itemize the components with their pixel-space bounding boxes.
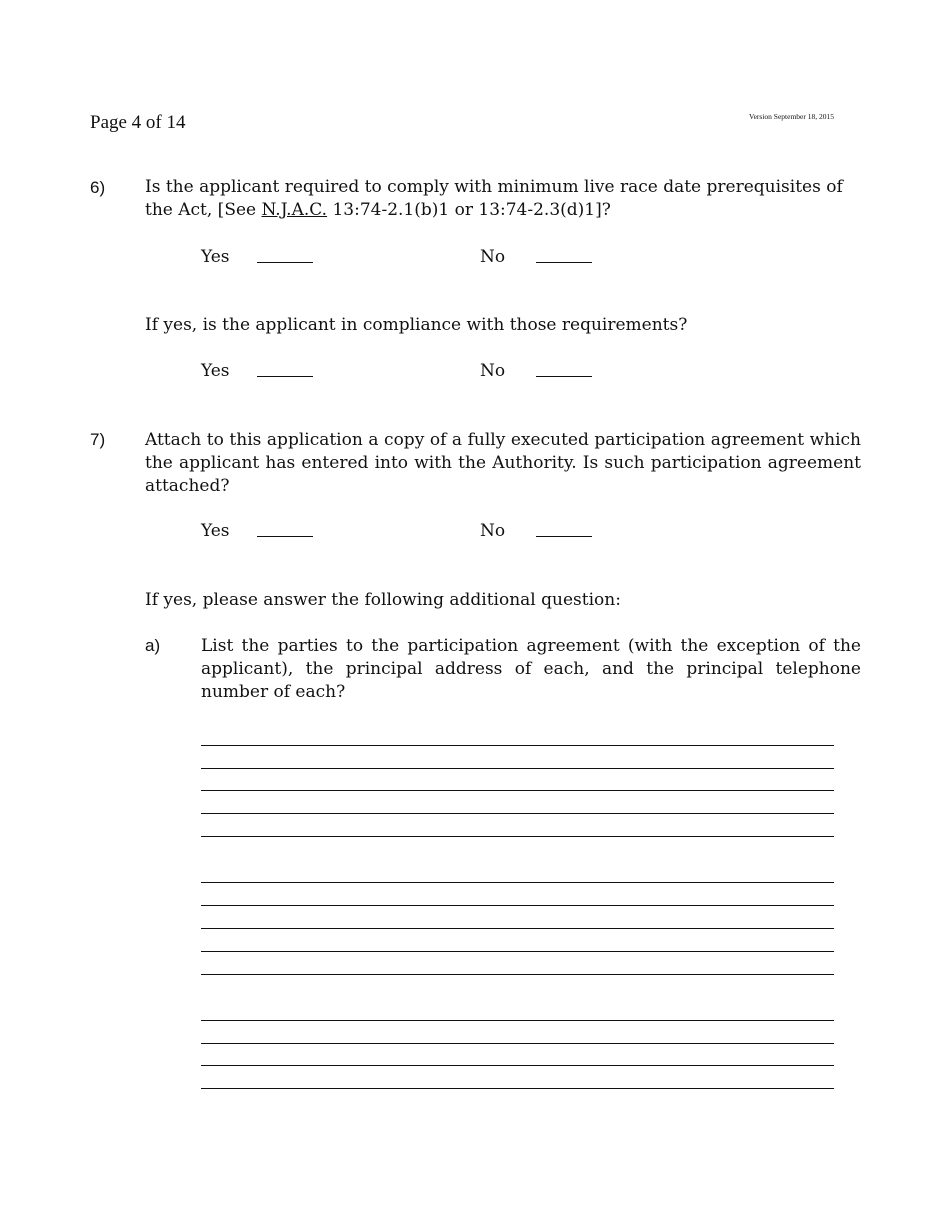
q6-yes-blank[interactable] (257, 248, 313, 267)
answer-line[interactable] (201, 882, 834, 883)
q6-followup-no-blank[interactable] (536, 362, 592, 381)
question-6-text (145, 176, 861, 222)
q7-followup-text: If yes, please answer the following additional question: (145, 590, 621, 610)
njac-citation: N.J.A.C. (261, 200, 328, 220)
answer-line[interactable] (201, 813, 834, 814)
q6-no-label: No (480, 247, 506, 267)
question-7-text: Attach to this application a copy of a fully executed participation agreement which the applicant has entered into with the Authority. Is such participation agreement attached? (145, 430, 861, 496)
version-date: Version September 18, 2015 (749, 112, 834, 121)
answer-line[interactable] (201, 905, 834, 906)
q7-yes-blank[interactable] (257, 522, 313, 541)
answer-line[interactable] (201, 928, 834, 929)
answer-line[interactable] (201, 1088, 834, 1089)
page-number: Page 4 of 14 (90, 112, 186, 133)
q6-followup-text: If yes, is the applicant in compliance with those requirements? (145, 315, 688, 335)
question-6-text-post: 13:74-2.1(b)1 or 13:74-2.3(d)1]? (327, 200, 611, 220)
q7-no-label: No (480, 521, 506, 541)
q6-followup-no-label: No (480, 361, 506, 381)
q6-yes-label: Yes (201, 247, 230, 267)
question-6-number: 6) (90, 178, 106, 197)
question-6-text-pre: Is the applicant required to comply with minimum live race date prerequisites of the Act, [See (145, 177, 843, 220)
question-7-number: 7) (90, 430, 106, 449)
q6-no-blank[interactable] (536, 248, 592, 267)
answer-line[interactable] (201, 745, 834, 746)
answer-line[interactable] (201, 1020, 834, 1021)
q7-yes-label: Yes (201, 521, 230, 541)
answer-line[interactable] (201, 1043, 834, 1044)
answer-line[interactable] (201, 768, 834, 769)
sub-question-a-label: a) (145, 636, 161, 655)
sub-question-a-text: List the parties to the participation agreement (with the exception of the applicant), the principal address of each, and the principal telephone number of each? (201, 636, 861, 702)
q6-followup-yes-blank[interactable] (257, 362, 313, 381)
answer-line[interactable] (201, 951, 834, 952)
answer-line[interactable] (201, 836, 834, 837)
answer-line[interactable] (201, 790, 834, 791)
q7-no-blank[interactable] (536, 522, 592, 541)
answer-line[interactable] (201, 1065, 834, 1066)
answer-line[interactable] (201, 974, 834, 975)
q6-followup-yes-label: Yes (201, 361, 230, 381)
